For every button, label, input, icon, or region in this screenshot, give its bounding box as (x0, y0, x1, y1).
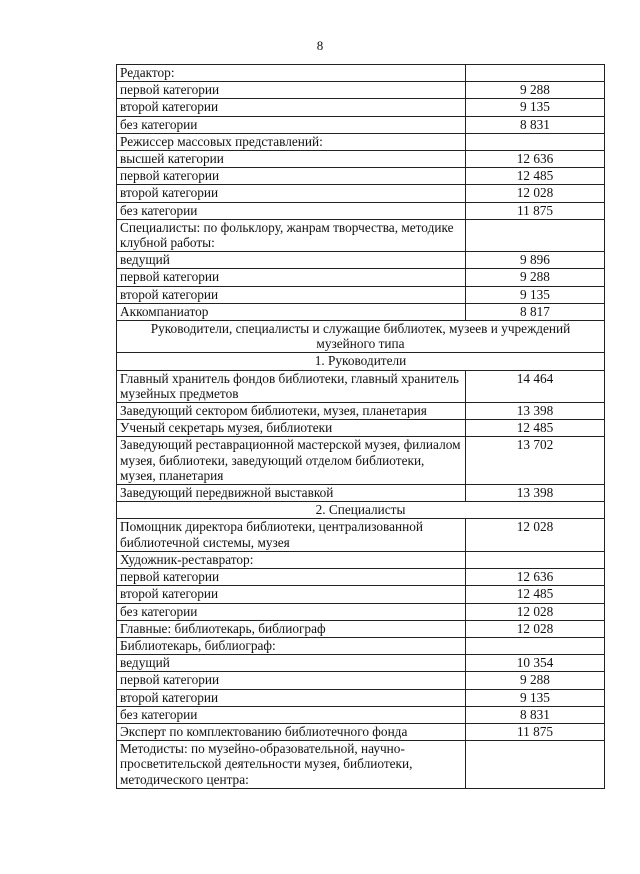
salary-value-cell (466, 741, 605, 789)
salary-value-cell: 12 485 (466, 586, 605, 603)
table-row (117, 65, 605, 82)
table-row (117, 620, 605, 637)
table-body (117, 65, 605, 789)
table-row (117, 519, 605, 551)
section-header: 1. Руководители (117, 353, 605, 370)
position-name-cell: без категории (117, 116, 466, 133)
salary-value-cell (466, 637, 605, 654)
salary-value-cell: 8 831 (466, 706, 605, 723)
table-row (117, 303, 605, 320)
position-name-cell: Эксперт по комплектованию библиотечного фонда (117, 723, 466, 740)
table-row (117, 672, 605, 689)
position-name-cell: Редактор: (117, 65, 466, 82)
position-name-cell: без категории (117, 603, 466, 620)
table-row (117, 99, 605, 116)
table-row (117, 603, 605, 620)
table-row (117, 741, 605, 789)
table-row (117, 485, 605, 502)
position-name-cell: Библиотекарь, библиограф: (117, 637, 466, 654)
table-row (117, 420, 605, 437)
position-name-cell: первой категории (117, 569, 466, 586)
position-name-cell: без категории (117, 202, 466, 219)
position-name-cell: Помощник директора библиотеки, централизованной библиотечной системы, музея (117, 519, 466, 551)
table-row (117, 168, 605, 185)
table-row (117, 219, 605, 251)
table-row (117, 133, 605, 150)
section-header-row (117, 353, 605, 370)
table-row (117, 706, 605, 723)
salary-value-cell: 12 636 (466, 569, 605, 586)
position-name-cell: Режиссер массовых представлений: (117, 133, 466, 150)
salary-value-cell: 13 398 (466, 403, 605, 420)
table-row (117, 82, 605, 99)
position-name-cell: ведущий (117, 252, 466, 269)
salary-value-cell: 9 288 (466, 672, 605, 689)
table-row (117, 185, 605, 202)
position-name-cell: Заведующий сектором библиотеки, музея, планетария (117, 403, 466, 420)
table-row (117, 116, 605, 133)
salary-value-cell: 12 636 (466, 151, 605, 168)
position-name-cell: первой категории (117, 168, 466, 185)
salary-value-cell: 9 288 (466, 82, 605, 99)
position-name-cell: Методисты: по музейно-образовательной, научно-просветительской деятельности музея, библиотеки, методического центра: (117, 741, 466, 789)
section-header-row (117, 502, 605, 519)
table-row (117, 569, 605, 586)
salary-value-cell: 14 464 (466, 370, 605, 402)
table-row (117, 689, 605, 706)
section-header-row (117, 321, 605, 353)
salary-value-cell (466, 219, 605, 251)
position-name-cell: второй категории (117, 185, 466, 202)
position-name-cell: высшей категории (117, 151, 466, 168)
salary-value-cell: 12 028 (466, 185, 605, 202)
salary-value-cell: 12 028 (466, 620, 605, 637)
position-name-cell: первой категории (117, 672, 466, 689)
table-row (117, 370, 605, 402)
salary-value-cell: 11 875 (466, 723, 605, 740)
table-row (117, 637, 605, 654)
position-name-cell: ведущий (117, 655, 466, 672)
salary-value-cell: 8 817 (466, 303, 605, 320)
salary-value-cell: 9 896 (466, 252, 605, 269)
position-name-cell: первой категории (117, 269, 466, 286)
salary-value-cell: 11 875 (466, 202, 605, 219)
position-name-cell: Главные: библиотекарь, библиограф (117, 620, 466, 637)
salary-value-cell: 10 354 (466, 655, 605, 672)
salary-value-cell: 9 288 (466, 269, 605, 286)
position-name-cell: Ученый секретарь музея, библиотеки (117, 420, 466, 437)
position-name-cell: Художник-реставратор: (117, 551, 466, 568)
table-row (117, 586, 605, 603)
table-row (117, 437, 605, 485)
table-row (117, 286, 605, 303)
salary-value-cell: 13 702 (466, 437, 605, 485)
position-name-cell: Главный хранитель фондов библиотеки, главный хранитель музейных предметов (117, 370, 466, 402)
salary-value-cell: 9 135 (466, 689, 605, 706)
page-number: 8 (316, 38, 324, 53)
position-name-cell: второй категории (117, 586, 466, 603)
section-header: 2. Специалисты (117, 502, 605, 519)
table-row (117, 551, 605, 568)
salary-value-cell: 12 028 (466, 603, 605, 620)
salary-value-cell: 9 135 (466, 286, 605, 303)
table-row (117, 269, 605, 286)
position-name-cell: без категории (117, 706, 466, 723)
position-name-cell: второй категории (117, 689, 466, 706)
table-row (117, 202, 605, 219)
position-name-cell: второй категории (117, 286, 466, 303)
salary-value-cell: 8 831 (466, 116, 605, 133)
salary-value-cell: 12 485 (466, 420, 605, 437)
position-name-cell: Заведующий реставрационной мастерской музея, филиалом музея, библиотеки, заведующий отделом библиотеки, музея, планетария (117, 437, 466, 485)
salary-table (116, 64, 605, 789)
salary-value-cell (466, 133, 605, 150)
position-name-cell: Специалисты: по фольклору, жанрам творчества, методике клубной работы: (117, 219, 466, 251)
position-name-cell: Заведующий передвижной выставкой (117, 485, 466, 502)
position-name-cell: первой категории (117, 82, 466, 99)
table-row (117, 403, 605, 420)
table-row (117, 252, 605, 269)
salary-value-cell: 13 398 (466, 485, 605, 502)
salary-value-cell: 12 028 (466, 519, 605, 551)
salary-value-cell: 12 485 (466, 168, 605, 185)
position-name-cell: Аккомпаниатор (117, 303, 466, 320)
table-row (117, 151, 605, 168)
table-row (117, 655, 605, 672)
position-name-cell: второй категории (117, 99, 466, 116)
salary-value-cell (466, 551, 605, 568)
table-row (117, 723, 605, 740)
salary-value-cell (466, 65, 605, 82)
salary-value-cell: 9 135 (466, 99, 605, 116)
section-header: Руководители, специалисты и служащие библиотек, музеев и учреждений музейного типа (117, 321, 605, 353)
